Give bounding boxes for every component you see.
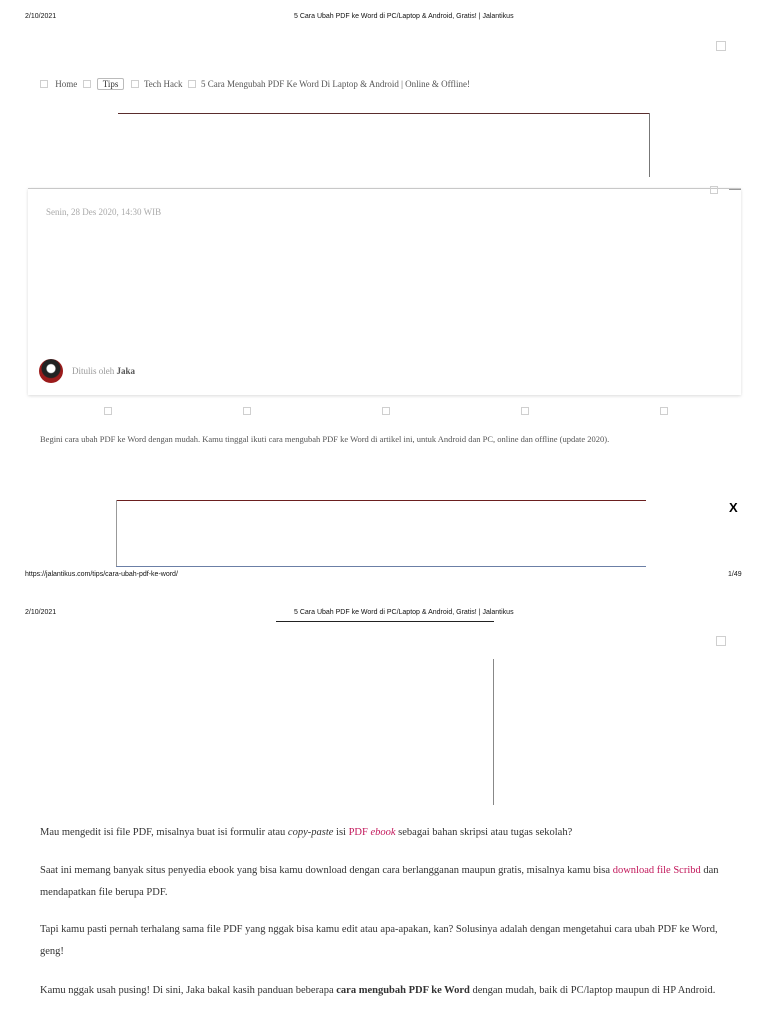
page1-url[interactable]: https://jalantikus.com/tips/cara-ubah-pdf-ke-word/ <box>25 571 178 578</box>
hero-image-right-edge <box>649 113 650 177</box>
paragraph-3: Tapi kamu pasti pernah terhalang sama file PDF yang nggak bisa kamu edit atau apa-apakan, kan? Solusinya adalah dengan mengetahui cara ubah PDF ke Word, geng! <box>40 924 718 957</box>
home-icon <box>40 80 48 88</box>
article-summary: Begini cara ubah PDF ke Word dengan mudah. Kamu tinggal ikuti cara mengubah PDF ke Word di artikel ini, untuk Android dan PC, online dan offline (update 2020). <box>40 434 610 444</box>
paragraph-4: Kamu nggak usah pusing! Di sini, Jaka bakal kasih panduan beberapa cara mengubah PDF ke Word dengan mudah, baik di PC/laptop maupun di HP Android. <box>40 985 716 996</box>
square-icon[interactable] <box>710 186 718 194</box>
chevron-icon <box>83 80 91 88</box>
author-name[interactable]: Jaka <box>116 366 136 376</box>
author-avatar[interactable] <box>39 359 63 383</box>
share-icon[interactable] <box>660 407 668 415</box>
breadcrumb <box>40 78 470 89</box>
share-icon[interactable] <box>521 407 529 415</box>
image-frame-edge <box>493 659 494 805</box>
share-icon[interactable] <box>382 407 390 415</box>
paragraph-2: Saat ini memang banyak situs penyedia ebook yang bisa kamu download dengan cara berlangganan maupun gratis, misalnya kamu bisa download file Scribd dan mendapatkan file berupa PDF. <box>40 865 719 898</box>
breadcrumb-tech-hack[interactable]: Tech Hack <box>143 78 183 89</box>
page2-title-underline <box>276 621 494 622</box>
page1-date: 2/10/2021 <box>25 13 57 20</box>
chevron-icon <box>188 80 196 88</box>
page1-title: 5 Cara Ubah PDF ke Word di PC/Laptop & Android, Gratis! | Jalantikus <box>294 13 514 20</box>
square-icon[interactable] <box>716 41 726 51</box>
page1-number: 1/49 <box>728 571 742 578</box>
chevron-icon <box>131 80 139 88</box>
ad-left-edge <box>116 500 117 566</box>
minus-icon <box>729 189 741 190</box>
article-card <box>28 188 741 395</box>
square-icon[interactable] <box>716 636 726 646</box>
breadcrumb-home[interactable]: Home <box>55 78 78 89</box>
breadcrumb-tips[interactable]: Tips <box>97 78 125 90</box>
share-icon[interactable] <box>243 407 251 415</box>
author-line <box>72 366 135 376</box>
share-icon[interactable] <box>104 407 112 415</box>
author-prefix: Ditulis oleh <box>72 366 115 376</box>
article-date: Senin, 28 Des 2020, 14:30 WIB <box>46 207 162 217</box>
pdf-ebook-link[interactable]: PDF ebook <box>348 827 396 838</box>
ad-bottom-edge <box>116 566 646 567</box>
ad-top-edge <box>116 500 646 501</box>
page2-title: 5 Cara Ubah PDF ke Word di PC/Laptop & Android, Gratis! | Jalantikus <box>294 609 514 616</box>
hero-image-top-edge <box>118 113 650 114</box>
breadcrumb-current: 5 Cara Mengubah PDF Ke Word Di Laptop & Android | Online & Offline! <box>201 78 471 89</box>
paragraph-1: Mau mengedit isi file PDF, misalnya buat isi formulir atau copy-paste isi PDF ebook sebagai bahan skripsi atau tugas sekolah? <box>40 827 573 838</box>
download-scribd-link[interactable]: download file Scribd <box>612 865 701 876</box>
page2-date: 2/10/2021 <box>25 609 57 616</box>
close-icon[interactable]: X <box>729 500 738 515</box>
